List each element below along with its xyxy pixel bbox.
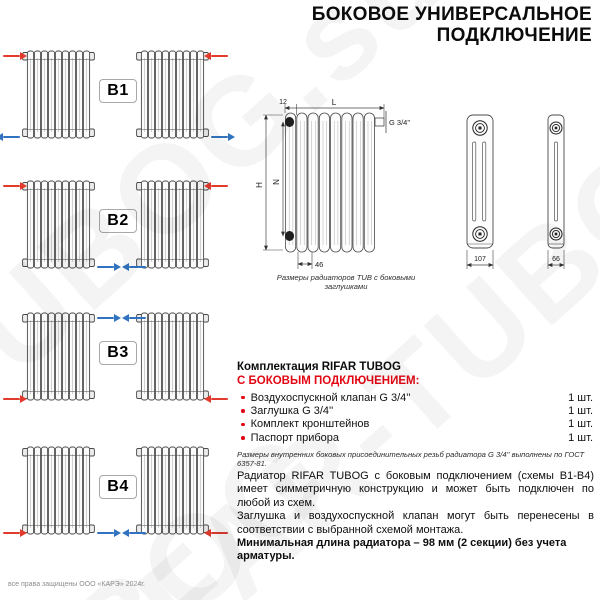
package-item (237, 418, 593, 431)
scheme-label-b2 (99, 209, 137, 233)
package-item-qty: 1 шт. (568, 418, 593, 431)
bullet-icon (241, 396, 245, 400)
radiator-front-right (136, 444, 209, 537)
supply-arrow-icon (3, 185, 20, 188)
return-arrow-icon (97, 266, 114, 269)
radiator-front-right (136, 178, 209, 271)
package-item (237, 391, 593, 404)
radiator-front-left (22, 444, 95, 537)
radiator-dimension-drawing (253, 93, 443, 288)
dim-label-depth-3col: 107 (474, 256, 486, 263)
supply-arrow-icon (3, 55, 20, 58)
supply-arrow-icon (211, 532, 228, 535)
scheme-b3 (0, 306, 235, 406)
supply-arrow-icon (211, 185, 228, 188)
package-heading: Комплектация RIFAR TUBOG (237, 361, 401, 373)
dim-label-axis: N (272, 179, 281, 185)
radiator-side-views (455, 95, 585, 280)
bullet-icon (241, 436, 245, 440)
package-item-label: Заглушка G 3/4'' (250, 405, 334, 418)
scheme-b2 (0, 174, 235, 274)
copyright-note: все права защищены ООО «КАРЭ» 2024г. (8, 581, 145, 588)
scheme-label-text: B3 (107, 344, 129, 361)
side-plug (285, 117, 294, 127)
bullet-icon (241, 423, 245, 427)
dim-label-thread: G 3/4'' (389, 118, 411, 127)
description-min-length: Минимальная длина радиатора – 98 мм (2 секции) без учета арматуры. (237, 537, 567, 563)
page-title-line2: ПОДКЛЮЧЕНИЕ (436, 24, 592, 46)
radiator-front-left (22, 48, 95, 141)
dim-label-height: H (255, 182, 264, 188)
description-section (237, 470, 594, 564)
return-arrow-icon (129, 266, 146, 269)
return-arrow-icon (97, 532, 114, 535)
package-item-label: Воздухоспускной клапан G 3/4'' (250, 391, 411, 404)
dim-label-length: L (331, 98, 337, 107)
scheme-label-text: B1 (107, 82, 129, 99)
bullet-icon (241, 409, 245, 413)
description-paragraph-1: Радиатор RIFAR TUBOG с боковым подключением (схемы B1-B4) имеет симметричную конструкцию и может быть подключен по любой из схем. (237, 470, 594, 509)
return-arrow-icon (129, 532, 146, 535)
dim-label-offset: 12 (279, 99, 287, 106)
package-item-qty: 1 шт. (568, 391, 593, 404)
package-item (237, 431, 593, 444)
side-view-2col (548, 115, 564, 269)
scheme-label-text: B2 (107, 212, 129, 229)
package-item (237, 404, 593, 417)
return-arrow-icon (97, 317, 114, 320)
page-title-line1: БОКОВОЕ УНИВЕРСАЛЬНОЕ (311, 4, 592, 25)
return-arrow-icon (129, 317, 146, 320)
drawing-caption: Размеры радиаторов TUB с боковыми заглушками (276, 273, 416, 291)
scheme-label-b1 (99, 79, 137, 103)
scheme-b4 (0, 440, 235, 540)
package-subheading: С БОКОВЫМ ПОДКЛЮЧЕНИЕМ: (237, 375, 420, 387)
radiator-front-right (136, 310, 209, 403)
supply-arrow-icon (211, 55, 228, 58)
radiator-front-left (22, 310, 95, 403)
package-item-label: Паспорт прибора (250, 431, 340, 444)
radiator-front-right (136, 48, 209, 141)
connection-stub (375, 118, 384, 126)
return-arrow-icon (3, 136, 20, 139)
dim-label-depth-2col: 66 (552, 256, 560, 263)
package-item-label: Комплект кронштейнов (250, 418, 370, 431)
package-note: Размеры внутренних боковых присоединительных резьб радиатора G 3/4'' выполнены по ГОСТ 6357-81. (237, 449, 585, 468)
supply-arrow-icon (3, 398, 20, 401)
scheme-b1 (0, 44, 235, 144)
supply-arrow-icon (211, 398, 228, 401)
return-arrow-icon (211, 136, 228, 139)
scheme-label-text: B4 (107, 478, 129, 495)
radiator-front-left (22, 178, 95, 271)
scheme-label-b3 (99, 341, 137, 365)
side-plug (285, 231, 294, 241)
scheme-label-b4 (99, 475, 137, 499)
dim-label-bottom: 46 (315, 260, 324, 269)
description-paragraph-2: Заглушка и воздухоспускной клапан могут быть перенесены в соответствии с выбранной схемой монтажа. (237, 510, 594, 536)
page-title (312, 5, 592, 46)
package-item-qty: 1 шт. (568, 431, 593, 444)
side-view-3col (467, 115, 493, 269)
supply-arrow-icon (3, 532, 20, 535)
package-section (237, 361, 593, 468)
package-item-qty: 1 шт. (568, 405, 593, 418)
